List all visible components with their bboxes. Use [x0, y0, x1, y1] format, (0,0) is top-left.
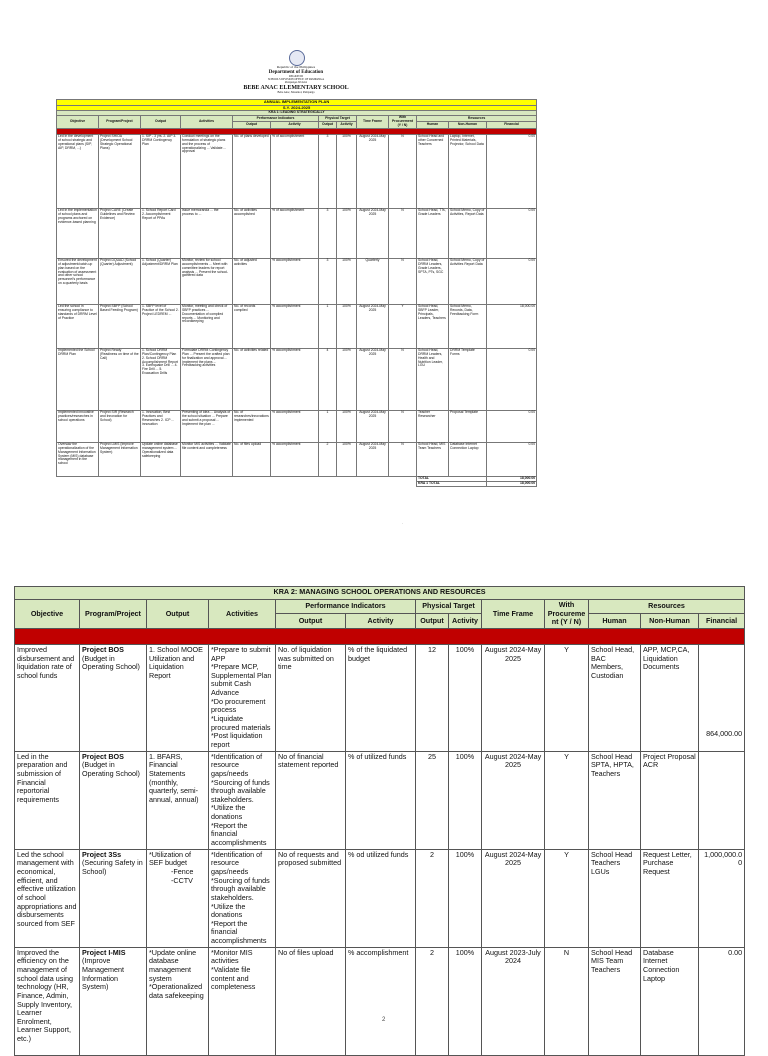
cell-pi-output: No. of files upload — [233, 442, 271, 476]
cell-pi-output: No. of liquidation was submitted on time — [276, 644, 346, 751]
cell-time: August 2024-May 2025 — [357, 134, 389, 208]
header-line-2: Department of Education — [268, 70, 324, 75]
cell-output: 1. SIP - 3 yrs. 2. AIP 3. DRRM Contingency Plan — [141, 134, 181, 208]
table-row — [57, 442, 537, 476]
col-activities: Activities — [209, 600, 276, 629]
cell-activities: Conduct meetings on the formulation of strategic plans and the process of operationalizing ... Validate ... approval — [181, 134, 233, 208]
program-desc: (Budget in Operating School) — [82, 653, 140, 672]
col-program: Program/Project — [80, 600, 147, 629]
cell-time: August 2024-May 2025 — [357, 208, 389, 258]
col-with-procurement: With Procurement (Y / N) — [389, 116, 417, 129]
header-line-1: Republic of the Philippines — [276, 65, 316, 69]
cell-financial: 0.00 — [487, 258, 537, 304]
header-line-4: SCHOOLS DIVISION OFFICE OF PAMPANGA — [267, 78, 325, 81]
cell-non-human: School Memo, Copy of Activities Report Data — [449, 258, 487, 304]
cell-objective: Led in the development of school strategic and operational plans (SIP, AIP, DRRM, ...) — [57, 134, 99, 208]
cell-pt-activity: 100% — [337, 208, 357, 258]
program-name: Project BOS — [82, 751, 124, 761]
cell-human: School Head, TTs, Grade Leaders — [417, 208, 449, 258]
cell-pt-output: 2 — [416, 947, 449, 1055]
output-sub-fence: -Fence — [171, 866, 194, 876]
cell-pt-activity: 100% — [337, 258, 357, 304]
cell-output — [147, 849, 209, 947]
cell-financial: 0.00 — [487, 134, 537, 208]
header-line-5: Pampanga Division — [284, 81, 308, 84]
cell-pt-activity: 100% — [337, 134, 357, 208]
cell-time: August 2024-May 2025 — [357, 304, 389, 348]
cell-activities: Issue memoranda ... the process to ... — [181, 208, 233, 258]
cell-program: Project SHIOA (Development School Strategic Operational Plans) — [99, 134, 141, 208]
cell-activities: *Monitor MIS activities *Validate file content and completeness — [209, 947, 276, 1055]
col-physical-target: Physical Target — [319, 116, 357, 122]
table-row — [57, 258, 537, 304]
school-name: BEBE ANAC ELEMENTARY SCHOOL — [243, 85, 349, 91]
cell-objective: Improved disbursement and liquidation rate of school funds — [15, 644, 80, 751]
cell-pi-output: No of requests and proposed submitted — [276, 849, 346, 947]
col-time-frame: Time Frame — [482, 600, 545, 629]
cell-time: August 2024-May 2025 — [357, 442, 389, 476]
page-1 — [56, 40, 536, 510]
cell-non-human: Project Proposal ACR — [641, 751, 699, 849]
cell-program — [80, 947, 147, 1055]
cell-objective: Led in the preparation and submission of Financial reportorial requirements — [15, 751, 80, 849]
cell-output: *Update online database management system *Operationalized data safekeeping — [147, 947, 209, 1055]
col-pi-output: Output — [233, 122, 271, 128]
col-pt-output: Output — [319, 122, 337, 128]
cell-objective: Implemented the School DRRM Plan — [57, 348, 99, 410]
table-row — [15, 644, 745, 751]
cell-pt-activity: 100% — [449, 947, 482, 1055]
cell-activities: Formulate DRRM Contingency Plan ... Present the crafted plan for finalization and approval ... Implement the plans ... Feedbacking activities — [181, 348, 233, 410]
col-pt-output: Output — [416, 614, 449, 628]
cell-pi-output: No. of adjusted activities — [233, 258, 271, 304]
table-row — [57, 208, 537, 258]
cell-human: School Head, SBFP Leader, Principals, Leaders, Teachers — [417, 304, 449, 348]
cell-objective: Implemented innovative practices/researches in school operations — [57, 410, 99, 442]
cell-non-human: APP, MCP,CA, Liquidation Documents — [641, 644, 699, 751]
col-objective: Objective — [15, 600, 80, 629]
program-desc: (Improve Management Information System) — [82, 956, 124, 992]
cell-non-human: Database Internet Connection Laptop — [449, 442, 487, 476]
kra-total-row — [57, 481, 537, 486]
col-human: Human — [589, 614, 641, 628]
col-time-frame: Time Frame — [357, 116, 389, 129]
cell-time: August 2024-May 2025 — [482, 751, 545, 849]
cell-pi-output: No of financial statement reported — [276, 751, 346, 849]
cell-pt-output: 25 — [416, 751, 449, 849]
cell-pi-output: No. of researches/innovations implemented — [233, 410, 271, 442]
cell-pt-activity: 100% — [449, 751, 482, 849]
cell-human: Teacher Researcher — [417, 410, 449, 442]
deped-seal-icon — [289, 50, 305, 66]
cell-objective: Improved the efficiency on the management of school data using technology (HR, Finance, Admin, Supply Inventory, Learner Enrolment, Learner Support, etc.) — [15, 947, 80, 1055]
col-program: Program/Project — [99, 116, 141, 129]
cell-procurement: N — [389, 442, 417, 476]
cell-pt-activity: 100% — [337, 304, 357, 348]
table-row — [15, 751, 745, 849]
cell-pt-output: 4 — [319, 348, 337, 410]
cell-human: School Head SPTA, HPTA, Teachers — [589, 751, 641, 849]
col-financial: Financial — [699, 614, 745, 628]
cell-objective: Ensured the development of adjustment/catch-up plan based on the evaluation of assessment and other school personnel's performance on a quarterly basis — [57, 258, 99, 304]
cell-activities: Presenting of idea ... Analysis of the school situation ... Prepare and submit a proposal ... Implement the plan ... — [181, 410, 233, 442]
cell-activities: *Prepare to submit APP *Prepare MCP, Supplemental Plan submit Cash Advance *Do procurement process *Liquidate procured materials *Post liquidation report — [209, 644, 276, 751]
col-objective: Objective — [57, 116, 99, 129]
cell-non-human: Proposal Template — [449, 410, 487, 442]
cell-procurement: N — [389, 348, 417, 410]
cell-time: August 2024-May 2025 — [482, 849, 545, 947]
cell-program: Project SIR (Research and Innovation for School) — [99, 410, 141, 442]
table-row — [57, 410, 537, 442]
cell-pt-activity: 100% — [337, 410, 357, 442]
cell-pt-output: 12 — [416, 644, 449, 751]
kra1-table — [56, 99, 537, 487]
cell-objective: Oversaw the operationalization of the Management Information System (MIS) database management in the school — [57, 442, 99, 476]
col-pt-activity: Activity — [337, 122, 357, 128]
cell-activities: *Identification of resource gaps/needs *Sourcing of funds through available stakeholders. *Utilize the donations *Report the financial accomplishments — [209, 849, 276, 947]
cell-pi-activity: % accomplishment — [271, 442, 319, 476]
cell-output: 1. BFARS, Financial Statements (monthly, quarterly, semi-annual, annual) — [147, 751, 209, 849]
program-desc: (Budget in Operating School) — [82, 760, 140, 778]
cell-output: 1. School (Quarter) Adjustment/DRRM Plan — [141, 258, 181, 304]
kra-total-value: 18,000.00 — [487, 481, 537, 486]
cell-financial: 0.00 — [487, 348, 537, 410]
cell-pi-output: No. of records complied — [233, 304, 271, 348]
school-year: S.Y. 2024-2025 — [57, 105, 537, 111]
cell-objective: Led the school management with economical, efficient, and effective utilization of school appropriations and disbursements sourced from SEF — [15, 849, 80, 947]
cell-program — [80, 644, 147, 751]
cell-human: School Head, BAC Members, Custodian — [589, 644, 641, 751]
cell-human: School Head, DRRM Leaders, Health and Nutrition Leader, LGU — [417, 348, 449, 410]
cell-procurement: Y — [389, 304, 417, 348]
cell-time: August 2023-July 2024 — [482, 947, 545, 1055]
cell-financial: 0.00 — [487, 208, 537, 258]
cell-financial: 18,000.00 — [487, 304, 537, 348]
cell-financial: 0.00 — [487, 410, 537, 442]
cell-pi-activity: % of the liquidated budget — [346, 644, 416, 751]
program-name: Project BOS — [82, 644, 124, 654]
header-line-3: REGION III — [288, 75, 304, 78]
cell-financial — [699, 728, 745, 849]
cell-output: 1. School DRRM Plan/Contingency Plan 2. School DRRM Accomplishment Report 3. Earthquake Drill ... 4. Fire Drill ... 5. Evacuation Drills — [141, 348, 181, 410]
col-output: Output — [141, 116, 181, 129]
col-human: Human — [417, 122, 449, 128]
cell-procurement: Y — [545, 849, 589, 947]
cell-non-human: DRRM Template Forms — [449, 348, 487, 410]
cell-non-human: Database Internet Connection Laptop — [641, 947, 699, 1055]
table-row — [15, 947, 745, 1055]
kra2-table — [14, 586, 745, 1056]
col-resources: Resources — [417, 116, 537, 122]
cell-time: August 2024-May 2025 — [357, 348, 389, 410]
cell-program: Project CARE (Create Guidelines and Review Evidence) — [99, 208, 141, 258]
cell-pt-output: 1 — [319, 304, 337, 348]
plan-title: ANNUAL IMPLEMENTATION PLAN — [57, 100, 537, 106]
table-row — [57, 134, 537, 208]
cell-pt-activity: 100% — [449, 644, 482, 751]
cell-pi-output: No. of activities related — [233, 348, 271, 410]
cell-output: 1. School MOOE Utilization and Liquidation Report — [147, 644, 209, 751]
cell-non-human: Request Letter, Purchase Request — [641, 849, 699, 947]
col-non-human: Non-Human — [449, 122, 487, 128]
cell-time: Quarterly — [357, 258, 389, 304]
cell-non-human: School Memo, Records, Data, Feedbacking Form — [449, 304, 487, 348]
cell-procurement: Y — [545, 644, 589, 751]
cell-financial: 0.00 — [699, 947, 745, 1055]
cell-pi-output: No of files upload — [276, 947, 346, 1055]
program-name: Project 3Ss — [82, 849, 122, 859]
cell-pi-activity: % of utilized funds — [346, 751, 416, 849]
col-resources: Resources — [589, 600, 745, 614]
table-row — [57, 348, 537, 410]
cell-activities: Monitor MIS activities ... Validate file content and completeness — [181, 442, 233, 476]
cell-human: School Head, MIS Team Teachers — [417, 442, 449, 476]
school-address: Bebe Anac, Masantol, Pampanga — [277, 91, 315, 94]
cell-objective: Led the school in ensuring compliance to standards of DRRM Level of Practice — [57, 304, 99, 348]
cell-pi-output: No. of activities accomplished — [233, 208, 271, 258]
total-label: TOTAL — [417, 476, 487, 481]
cell-pi-output: No. of plans developed — [233, 134, 271, 208]
cell-human: School Head, DRRM Leaders, Grade Leaders, SPTA, PTs, SGC — [417, 258, 449, 304]
cell-time: August 2024-May 2025 — [357, 410, 389, 442]
col-performance-indicators: Performance Indicators — [233, 116, 319, 122]
cell-pt-output: 2 — [319, 442, 337, 476]
col-financial: Financial — [487, 122, 537, 128]
financial-value: 864,000.00 — [706, 728, 743, 738]
cell-non-human: Laptop, Internet, Printed Materials, Projector, School Data — [449, 134, 487, 208]
page-separator-mark: . — [402, 520, 404, 525]
cell-financial: 0.00 — [487, 442, 537, 476]
cell-financial: 1,000,000.00 — [699, 849, 745, 947]
table-row — [15, 849, 745, 947]
kra2-title: KRA 2: MANAGING SCHOOL OPERATIONS AND RESOURCES — [15, 587, 745, 600]
cell-pt-output: 3 — [319, 258, 337, 304]
cell-human: School Head and other Concerned Teachers — [417, 134, 449, 208]
cell-procurement: N — [389, 258, 417, 304]
cell-objective: Led in the implementation of school plans and programs anchored on evidence-based planning — [57, 208, 99, 258]
cell-program: Project DQUAD (School (Quarter) Adjustment) — [99, 258, 141, 304]
cell-pi-activity: % of accomplishment — [271, 208, 319, 258]
kra1-title: KRA 1: LEADING STRATEGICALLY — [57, 111, 537, 116]
output-sub-cctv: -CCTV — [171, 875, 193, 885]
cell-program — [80, 751, 147, 849]
cell-output: 1. Innovation, Best Practices and Researches 2. ICP ... innovation — [141, 410, 181, 442]
cell-activities: *Identification of resource gaps/needs *Sourcing of funds through available stakeholders. *Utilize the donations *Report the financial accomplishments — [209, 751, 276, 849]
cell-pt-output: 2 — [416, 849, 449, 947]
cell-pi-activity: % accomplishment — [271, 348, 319, 410]
cell-output: 1. School Report Card 2. Accomplishment Report of PPAs — [141, 208, 181, 258]
cell-program: Project Ready (Readiness on time of the Call) — [99, 348, 141, 410]
cell-pi-activity: % accomplishment — [271, 304, 319, 348]
cell-output: Update online database management system ... Operationalized data safekeeping — [141, 442, 181, 476]
col-activities: Activities — [181, 116, 233, 129]
cell-human: School Head Teachers LGUs — [589, 849, 641, 947]
page-number-mark: 2 — [382, 1017, 386, 1023]
cell-pt-activity: 100% — [449, 849, 482, 947]
table-row — [57, 304, 537, 348]
cell-procurement: N — [389, 410, 417, 442]
col-pt-activity: Activity — [449, 614, 482, 628]
cell-human: School Head MIS Team Teachers — [589, 947, 641, 1055]
cell-pi-activity: % of accomplishment — [271, 134, 319, 208]
total-value: 18,000.00 — [487, 476, 537, 481]
col-with-procurement: With Procurement (Y / N) — [545, 600, 589, 629]
col-non-human: Non-Human — [641, 614, 699, 628]
kra-total-label: KRA 1 TOTAL — [417, 481, 487, 486]
cell-activities: Monitor, meeting and check of SBFP practices ... Documentation of complied reports ... Monitoring and recordkeeping — [181, 304, 233, 348]
cell-time: August 2024-May 2025 — [482, 644, 545, 751]
cell-pi-activity: % od utilized funds — [346, 849, 416, 947]
cell-program: Project SBFP (School Based Feeding Program) — [99, 304, 141, 348]
program-desc: (Securing Safety in School) — [82, 858, 143, 876]
cell-output: 1. SBFP level of Practice of the School 2. Project LEDREM ... — [141, 304, 181, 348]
col-pi-output: Output — [276, 614, 346, 628]
cell-activities: Monitor, review for school accomplishments ... Meet with committee leaders for report analysis ... Present the school-gathered data — [181, 258, 233, 304]
cell-procurement: N — [389, 208, 417, 258]
red-band — [15, 628, 745, 644]
cell-pt-output: 1 — [319, 410, 337, 442]
col-output: Output — [147, 600, 209, 629]
cell-pt-activity: 100% — [337, 348, 357, 410]
output-main: *Utilization of SEF budget — [149, 849, 191, 868]
program-name: Project I-MIS — [82, 947, 126, 957]
cell-pt-output: 3 — [319, 208, 337, 258]
cell-pi-activity: % accomplishment — [271, 410, 319, 442]
col-physical-target: Physical Target — [416, 600, 482, 614]
cell-pt-activity: 100% — [337, 442, 357, 476]
cell-pi-activity: % accomplishment — [271, 258, 319, 304]
cell-pi-activity: % accomplishment — [346, 947, 416, 1055]
cell-program: Project LMIS (Improve Management Information System) — [99, 442, 141, 476]
col-performance-indicators: Performance Indicators — [276, 600, 416, 614]
cell-pt-output: 3 — [319, 134, 337, 208]
col-pi-activity: Activity — [346, 614, 416, 628]
cell-non-human: School Memo, Copy of Activities, Report Data — [449, 208, 487, 258]
cell-procurement: N — [545, 947, 589, 1055]
col-pi-activity: Activity — [271, 122, 319, 128]
cell-procurement: N — [389, 134, 417, 208]
cell-procurement: Y — [545, 751, 589, 849]
cell-program — [80, 849, 147, 947]
